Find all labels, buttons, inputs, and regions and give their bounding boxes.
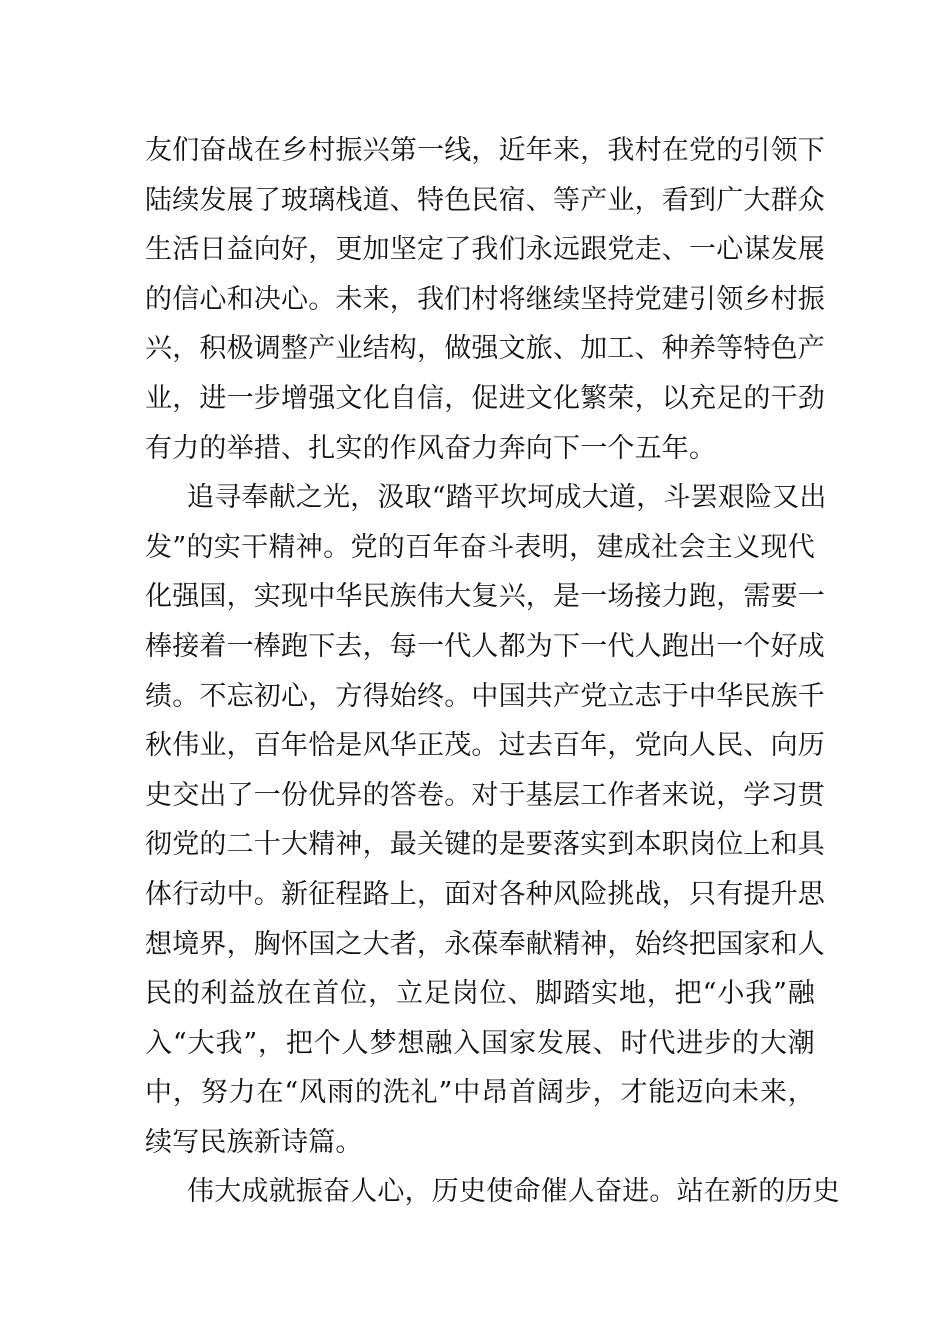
text-line: 有力的举措、扎实的作风奋力奔向下一个五年。 <box>145 432 717 464</box>
text-line: 友们奋战在乡村振兴第一线，近年来，我村在党的引领下 <box>145 135 825 166</box>
body-text <box>145 126 840 1217</box>
text-line: 续写民族新诗篇。 <box>145 1126 363 1158</box>
text-line: 棒接着一棒跑下去，每一代人都为下一代人跑出一个好成 <box>145 630 825 662</box>
text-line: 化强国，实现中华民族伟大复兴，是一场接力跑，需要一 <box>145 581 825 613</box>
text-line: 绩。不忘初心，方得始终。中国共产党立志于中华民族千 <box>145 680 825 712</box>
paragraph-2 <box>145 473 827 1167</box>
text-line: 中，努力在“风雨的洗礼”中昂首阔步，才能迈向未来， <box>145 1077 815 1109</box>
paragraph-1 <box>145 126 825 473</box>
text-line: 入“大我”，把个人梦想融入国家发展、时代进步的大潮 <box>145 1027 815 1059</box>
text-line: 伟大成就振奋人心，历史使命催人奋进。站在新的历史 <box>187 1176 840 1208</box>
text-line: 的信心和决心。未来，我们村将继续坚持党建引领乡村振 <box>145 283 825 315</box>
text-line: 民的利益放在首位，立足岗位、脚踏实地，把“小我”融 <box>145 978 815 1010</box>
text-line: 彻党的二十大精神，最关键的是要落实到本职岗位上和具 <box>145 829 825 861</box>
text-line: 陆续发展了玻璃栈道、特色民宿、等产业，看到广大群众 <box>145 184 825 216</box>
text-line: 史交出了一份优异的答卷。对于基层工作者来说，学习贯 <box>145 779 825 811</box>
text-line: 发”的实干精神。党的百年奋斗表明，建成社会主义现代 <box>145 531 815 563</box>
text-line: 生活日益向好，更加坚定了我们永远跟党走、一心谋发展 <box>145 234 825 266</box>
text-line: 业，进一步增强文化自信，促进文化繁荣，以充足的干劲 <box>145 382 825 414</box>
text-line: 想境界，胸怀国之大者，永葆奉献精神，始终把国家和人 <box>145 928 825 960</box>
paragraph-3 <box>145 1167 840 1217</box>
text-line: 兴，积极调整产业结构，做强文旅、加工、种养等特色产 <box>145 333 825 365</box>
text-line: 体行动中。新征程路上，面对各种风险挑战，只有提升思 <box>145 878 825 910</box>
text-line: 追寻奉献之光，汲取“踏平坎坷成大道，斗罢艰险又出 <box>187 482 827 514</box>
text-line: 秋伟业，百年恰是风华正茂。过去百年，党向人民、向历 <box>145 730 825 762</box>
